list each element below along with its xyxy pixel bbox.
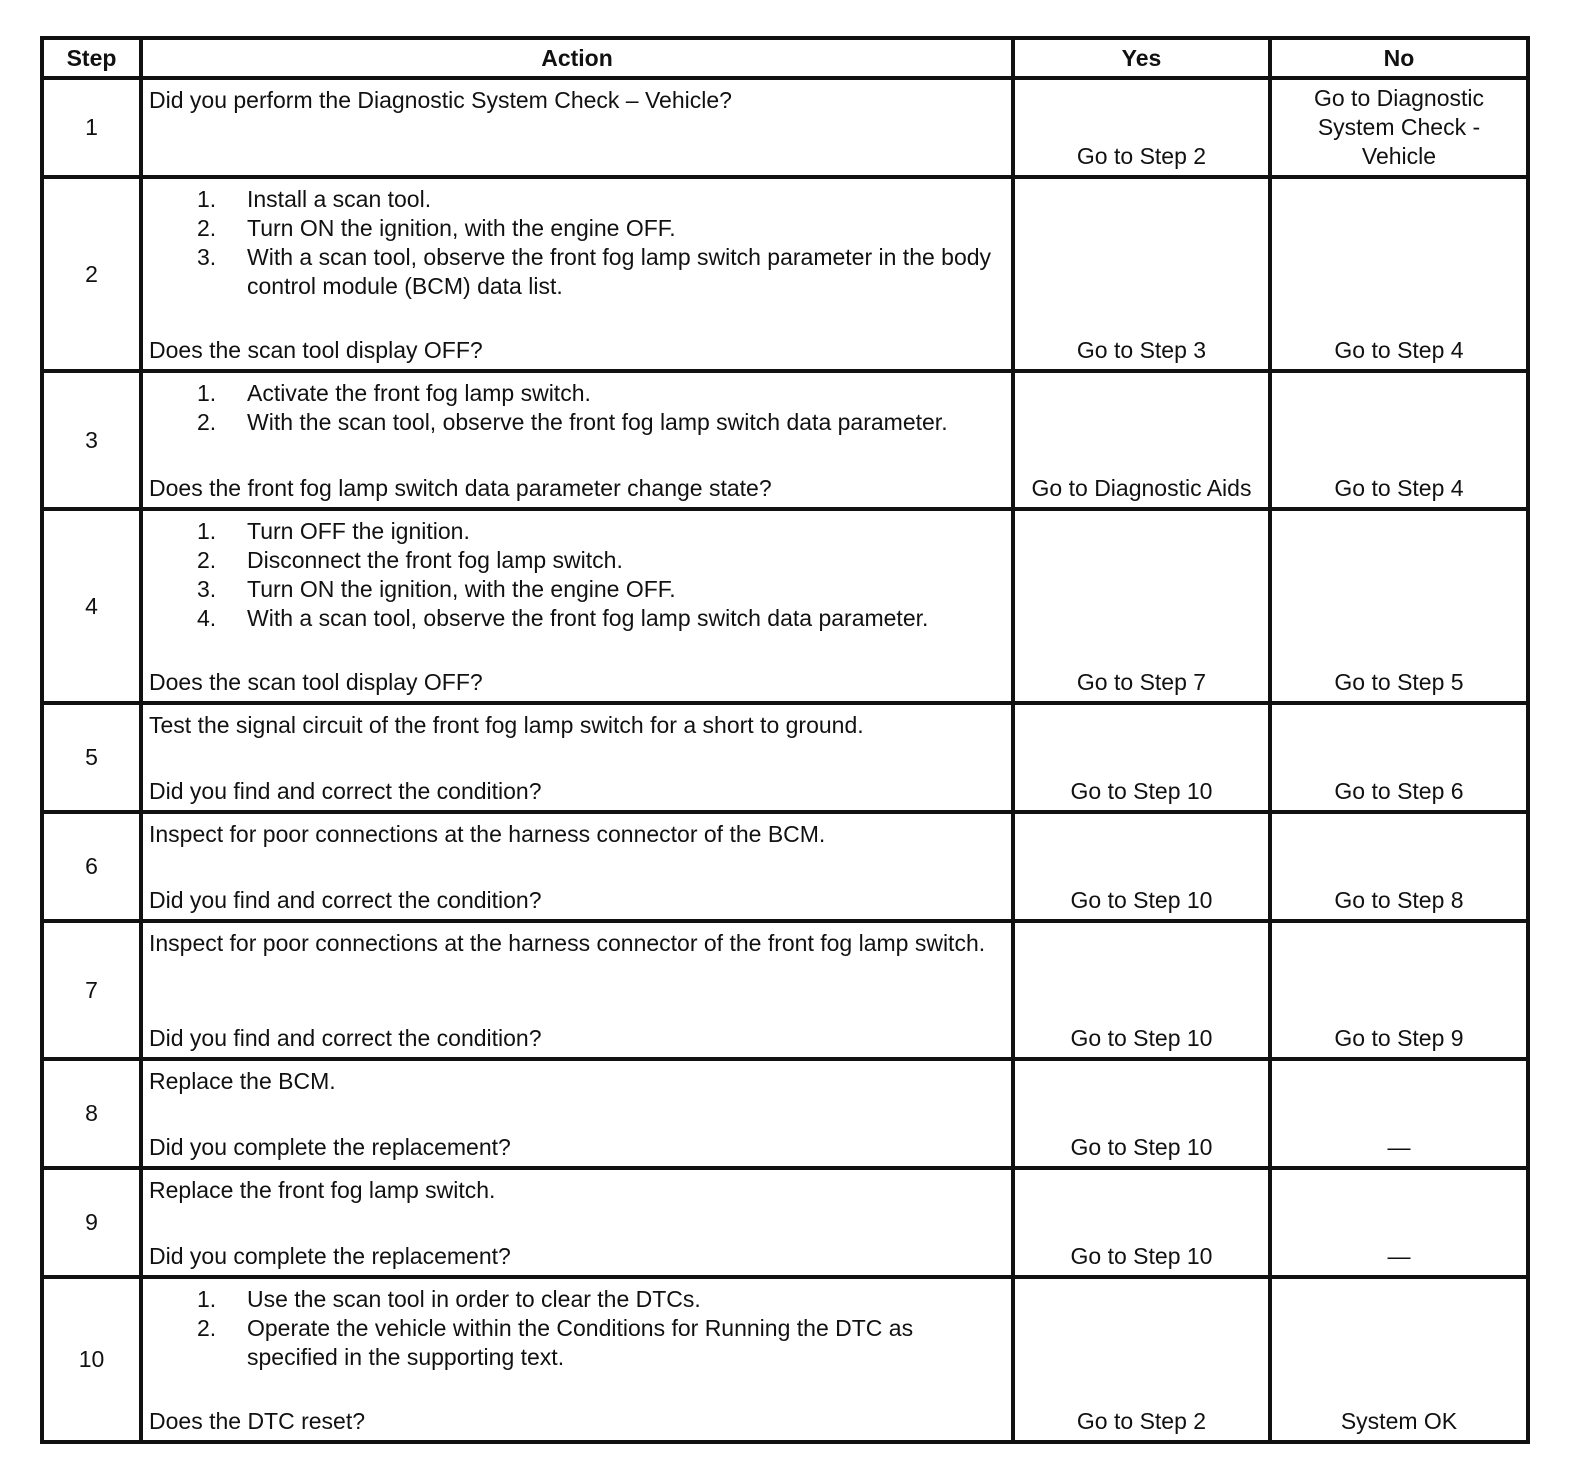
list-item-number: 2. xyxy=(197,215,217,241)
list-item-text: Operate the vehicle within the Conditions for Running the DTC as specified in the supporting text. xyxy=(247,1315,914,1370)
yes-cell: Go to Step 10 xyxy=(1013,1059,1270,1168)
table-row xyxy=(42,703,1528,812)
no-cell: — xyxy=(1270,1168,1528,1277)
table-row xyxy=(42,921,1528,1059)
list-item-text: Use the scan tool in order to clear the DTCs. xyxy=(247,1286,701,1312)
list-item xyxy=(149,243,1005,301)
list-item-number: 1. xyxy=(197,186,217,212)
action-cell xyxy=(141,1277,1013,1442)
list-item xyxy=(149,1314,1005,1372)
table-row xyxy=(42,812,1528,921)
list-item xyxy=(149,379,1005,408)
action-question: Did you complete the replacement? xyxy=(149,1134,511,1160)
list-item-number: 3. xyxy=(197,576,217,602)
step-number: 6 xyxy=(42,812,141,921)
action-intro: Inspect for poor connections at the harness connector of the BCM. xyxy=(149,821,826,847)
step-number: 2 xyxy=(42,177,141,371)
list-item-number: 4. xyxy=(197,605,217,631)
yes-cell: Go to Step 2 xyxy=(1013,1277,1270,1442)
header-action: Action xyxy=(141,38,1013,78)
list-item-number: 1. xyxy=(197,380,217,406)
yes-cell: Go to Step 10 xyxy=(1013,921,1270,1059)
step-number: 4 xyxy=(42,509,141,703)
no-cell: Go to Step 4 xyxy=(1270,371,1528,509)
list-item xyxy=(149,408,1005,437)
list-item-text: With the scan tool, observe the front fog lamp switch data parameter. xyxy=(247,409,948,435)
table-row xyxy=(42,371,1528,509)
list-item xyxy=(149,517,1005,546)
table-row xyxy=(42,78,1528,177)
no-cell: Go to Step 6 xyxy=(1270,703,1528,812)
action-cell xyxy=(141,921,1013,1059)
no-cell: Go to Diagnostic System Check - Vehicle xyxy=(1270,78,1528,177)
action-cell xyxy=(141,703,1013,812)
yes-cell: Go to Step 2 xyxy=(1013,78,1270,177)
list-item-number: 2. xyxy=(197,409,217,435)
no-cell: Go to Step 9 xyxy=(1270,921,1528,1059)
action-cell xyxy=(141,177,1013,371)
action-question: Does the scan tool display OFF? xyxy=(149,337,483,363)
action-steps-list xyxy=(149,1285,1005,1372)
list-item-text: Install a scan tool. xyxy=(247,186,432,212)
list-item-number: 1. xyxy=(197,518,217,544)
list-item xyxy=(149,214,1005,243)
table-row xyxy=(42,509,1528,703)
list-item xyxy=(149,604,1005,633)
yes-cell: Go to Step 3 xyxy=(1013,177,1270,371)
action-intro: Did you perform the Diagnostic System Check – Vehicle? xyxy=(149,87,732,113)
list-item-text: Turn ON the ignition, with the engine OFF. xyxy=(247,576,676,602)
yes-cell: Go to Step 10 xyxy=(1013,812,1270,921)
action-intro: Test the signal circuit of the front fog lamp switch for a short to ground. xyxy=(149,712,864,738)
step-number: 3 xyxy=(42,371,141,509)
action-question: Does the scan tool display OFF? xyxy=(149,669,483,695)
action-cell xyxy=(141,509,1013,703)
action-steps-list xyxy=(149,517,1005,633)
action-question: Does the front fog lamp switch data parameter change state? xyxy=(149,475,772,501)
action-intro: Replace the front fog lamp switch. xyxy=(149,1177,496,1203)
header-no: No xyxy=(1270,38,1528,78)
header-yes: Yes xyxy=(1013,38,1270,78)
list-item-number: 1. xyxy=(197,1286,217,1312)
list-item xyxy=(149,546,1005,575)
action-question: Did you find and correct the condition? xyxy=(149,1025,542,1051)
step-number: 8 xyxy=(42,1059,141,1168)
table-row xyxy=(42,177,1528,371)
action-cell xyxy=(141,1168,1013,1277)
action-question: Does the DTC reset? xyxy=(149,1408,366,1434)
list-item-number: 3. xyxy=(197,244,217,270)
action-cell xyxy=(141,78,1013,177)
no-cell: Go to Step 8 xyxy=(1270,812,1528,921)
yes-cell: Go to Step 10 xyxy=(1013,1168,1270,1277)
action-intro: Inspect for poor connections at the harness connector of the front fog lamp switch. xyxy=(149,930,986,956)
action-steps-list xyxy=(149,185,1005,301)
yes-cell: Go to Step 7 xyxy=(1013,509,1270,703)
list-item xyxy=(149,575,1005,604)
list-item-text: With a scan tool, observe the front fog lamp switch parameter in the body control module (BCM) data list. xyxy=(247,244,992,299)
list-item xyxy=(149,185,1005,214)
yes-cell: Go to Step 10 xyxy=(1013,703,1270,812)
no-cell: Go to Step 4 xyxy=(1270,177,1528,371)
list-item-text: With a scan tool, observe the front fog lamp switch data parameter. xyxy=(247,605,929,631)
table-row xyxy=(42,1277,1528,1442)
header-row xyxy=(42,38,1528,78)
action-cell xyxy=(141,1059,1013,1168)
action-intro: Replace the BCM. xyxy=(149,1068,336,1094)
list-item-text: Activate the front fog lamp switch. xyxy=(247,380,591,406)
list-item-text: Disconnect the front fog lamp switch. xyxy=(247,547,623,573)
list-item-text: Turn OFF the ignition. xyxy=(247,518,470,544)
no-cell: — xyxy=(1270,1059,1528,1168)
list-item xyxy=(149,1285,1005,1314)
action-question: Did you complete the replacement? xyxy=(149,1243,511,1269)
action-steps-list xyxy=(149,379,1005,437)
list-item-text: Turn ON the ignition, with the engine OFF. xyxy=(247,215,676,241)
action-cell xyxy=(141,371,1013,509)
step-number: 10 xyxy=(42,1277,141,1442)
step-number: 1 xyxy=(42,78,141,177)
header-step: Step xyxy=(42,38,141,78)
list-item-number: 2. xyxy=(197,1315,217,1341)
table-row xyxy=(42,1059,1528,1168)
step-number: 5 xyxy=(42,703,141,812)
yes-cell: Go to Diagnostic Aids xyxy=(1013,371,1270,509)
action-question: Did you find and correct the condition? xyxy=(149,887,542,913)
step-number: 9 xyxy=(42,1168,141,1277)
diagnostic-table xyxy=(40,36,1530,1444)
step-number: 7 xyxy=(42,921,141,1059)
list-item-number: 2. xyxy=(197,547,217,573)
action-cell xyxy=(141,812,1013,921)
no-cell: System OK xyxy=(1270,1277,1528,1442)
no-cell: Go to Step 5 xyxy=(1270,509,1528,703)
table-row xyxy=(42,1168,1528,1277)
action-question: Did you find and correct the condition? xyxy=(149,778,542,804)
